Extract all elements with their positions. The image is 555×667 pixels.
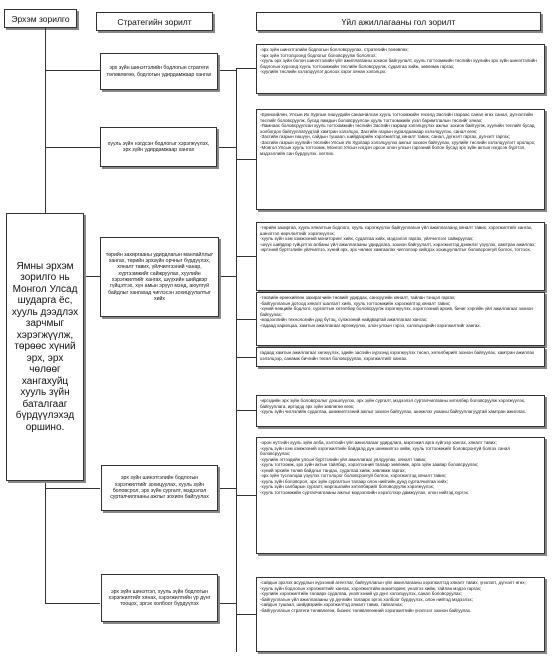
activity-text: -орон нутгийн хууль зүйн алба, хэлтсийн үйл ажиллагааг удирдлага, мэргэжил арга зүйгээр хангах, хяналт тавих; -хууль зүйн хэм хэмжээний хэрэгжилтийн байдалд дүн шинжилгээ хийж, хууль тогтоомжийг боловсронгуй болгох санал боловсруулах; -хуулийн этгээдийн улсын бүртгэлийн үйл ажиллагааг уялдуулах, хяналт тавих; -хууль тогтоомж, эрх зүйн актын тайлбар, хэрэглээний талаар зөвлөмж, арга зүйн заавар боловсруулах; -хүний эрхийн төлөв байдлыг тандах, судалгаа хийж, зөвлөмж гаргах; -эрх зүйн туслалцаа үзүүлэх тогтолцоог боловсронгуй болгох, хэрэгжилтэд хяналт тавих; -хууль зүйн боловсрол, эрх зүйн сургалтын талаар олон нийтийн дунд сурталчилгаа хийх; -хууль зүйн салбарын сургалт, мэргэшлийн хөтөлбөрийг боловсруулж хэрэгжүүлэх; -хууль тогтоомжийн сурталчилгааны ажлыг мэдээллийн хэрэгслээр дамжуулах, олон нийтэд хүргэх. bbox=[260, 440, 510, 495]
activity-box bbox=[256, 44, 545, 94]
connector-horizontal bbox=[45, 488, 100, 489]
connector-horizontal bbox=[45, 603, 100, 604]
connector-horizontal bbox=[236, 357, 256, 358]
activity-box bbox=[256, 437, 545, 554]
strategy-text: төрийн захиргааны удирдлагын манлайллыг хангах, төрийн эрхзүйн орчныг бүрдүүлэх, хяналт тавих, үйлчилгээний чанар, хүртээмжийг сайжруулах, хуулийн хэрэгжилтийг хангах, шүүхийн шийдвэр гүйцэтгэх, хүн амын эрүүл мэнд, аюулгүй байдлыг хангахад чиглэсэн зохицуулалтыг хийх bbox=[105, 251, 214, 302]
header-strategy: Стратегийн зорилт bbox=[96, 12, 213, 31]
activity-box bbox=[256, 222, 545, 291]
header-mission: Эрхэм зорилго bbox=[4, 9, 77, 28]
activity-text: -эрх зүйн шинэтгэлийн бодлогын болловсруулах, стратегийн төлөвлөх; -эрх зүйн тогтолцоонд бодлогыг боловсруулж бололгох; -хууль эрх зүйн болон шинэтгэлийн үйл ажиллагааны зохион байгуулалт, хууль тогтоомжийн төслийн хуулийн эрх зүйн шинэтгэлийн бодлогын хүрээнд хууль тогтоомжийн төслийн боловсруулж, судалгаа хийж, зөвлөмж гаргах; -хуулийн төслийн хэлэлцүүлэг долоох хэрэг хянан хэлэлцэх. bbox=[260, 47, 537, 75]
activity-text: -сайдын эрхлэх асуудлын хүрээний агентлаг, байгууллагын үйл ажиллагааны хэрэгжилтэд хяналт тавих, үнэлэлт, дүгнэлт өгөх; -хууль зүйн бодлогын хэрэгжилтийг хангах, хэрэгжилтийн мониторинг, үнэлгээ хийж, тайлан мэдээ гаргах; -хуулийн хэрэгжилтийн талаарх судалгаа, үнэлгээний үр дүнг хэлэлцүүлэх, санал боловсруулах; -байгууллагын үйл ажиллагааны үр дүнгийн талаарх эргэх холбоог бүрдүүлэх, олон нийтэд мэдээлэх; -сайдын тушаал, шийдвэрийн хэрэгжилтэд хяналт тавих, тайлагнах; -байгууллагын стратеги төлөвлөгөө, бизнес төлөвлөгөөний хэрэгжилтийн үнэлгээг зохион байгуулах. bbox=[260, 580, 526, 613]
mission-text: Ямны эрхэм зорилго нь Монгол Улсад шударга ёс, хууль дээдлэх зарчмыг хэрэгжүүлж, төрөөс хүний эрх, эрх чөлөөг хангахуйц хууль зүйн баталгааг бүрдүүлэхэд оршино. bbox=[11, 260, 79, 433]
strategy-box-1 bbox=[100, 53, 218, 90]
connector-horizontal bbox=[236, 68, 256, 69]
strategy-box-2 bbox=[100, 127, 217, 167]
connector-horizontal bbox=[236, 410, 256, 411]
strategy-text: хууль зүйн нэгдсэн бодлогыг хэрэгжүүлэх, эрх зүйн удирдамжаар хангах bbox=[107, 140, 210, 153]
mission-box bbox=[6, 213, 84, 481]
connector-horizontal bbox=[217, 147, 236, 148]
activity-box bbox=[256, 577, 545, 652]
strategy-box-5 bbox=[101, 574, 218, 622]
connector-horizontal bbox=[236, 319, 256, 320]
activity-box bbox=[256, 292, 545, 346]
strategy-text: эрх зүйн шинэтгэлийн бодлогын хэрэгжилтийг зохицуулах, хууль зүйн боловсрол, эрх зүйн сургалт, мэдээлэл сурталчилгааны ажлыг зохион байгуулах bbox=[110, 475, 209, 501]
connector-vertical bbox=[236, 68, 237, 652]
connector-horizontal bbox=[45, 147, 100, 148]
strategy-box-4 bbox=[101, 465, 218, 511]
activity-text: -иргэдийн эрх зүйн боловсролыг дээшлүүлэх, эрх зүйн сургалт, мэдээлэл сурталчилгааны хөтөлбөр боловсруулж хэрэгжүүлэх, байгууллага, иргэдэд эрх зүйн зөвлөгөө өгөх; -хууль зүйн чиглэлийн судалгаа, шинжилгээний ажлыг зохион байгуулах, шинжлэх ухааны байгууллагуудтай хамтран ажиллах. bbox=[260, 398, 527, 415]
activity-text: -Ерөнхийлөн, Улсын Их Хурлын гишүүдийн санаачилсан хууль тогтоомжийн төсөлд Засгийн газраас санал өгөх санал, дүгнэлтийн төслийг боловсруулж, бусад яамдын боловсруулсан хууль тогтоомжийн үзэл баримтлалын төслийг хянах; -Яамнаас боловсруулсан хууль тогтоомжийн төслийн Засгийн газраар хэлэлцүүлэх ажлыг зохион байгуулж, хуулийн төслийг бусад холбогдох байгууллагуудтай хамтран хэлэлцэх, Засгийн газрын хуралдаанаар хэлэлцүүлэх, санал өгөх; -Засгийн газрын гишүүн, сайдын тушаал, шийдвэрийн хэрэгжилтэд хяналт тавих, санал, дүгнэлт гаргах, дүгнэлт гаргах; -Засгийн газрын хуулийн төслийн Улсын Их Хурлаар хэлэлцүүлэх ажлыг зохион байгуулах, хуулийн төслийн хэлэлцүүлэгт оролцох; -Монгол Улсын хууль тогтоомж, Монгол Улсын нэгдэн орсон олон улсын гэрээний болон бусад эрх зүйн актын нэгдсэн бүртгэл, мэдээллийн сан бүрдүүлэх, хөтлөх. bbox=[260, 112, 536, 156]
connector-horizontal bbox=[236, 495, 256, 496]
strategy-text: эрх зүйн шинэтгэл, хууль зүйн бодлогын хэрэгжилтийг хянах, хэрэгжилтийн үр дүнг тооцох, эргэх холбоог бүрдүүлэх bbox=[108, 588, 211, 608]
connector-horizontal bbox=[236, 614, 256, 615]
activity-text: -төсвийн ерөнхийлөн захирагчийн төсвийг удирдах, санхүүгийн хяналт, тайлан тэнцэл гаргах; -байгууллагын дотоод хяналт шалгалт хийх, хууль тогтоомжийн хэрэгжилтэд хяналт тавих; -хүний нөөцийн бодлого, сургалтын хөтөлбөр боловсруулж хэрэгжүүлэх, хэрэглээний архив, бичиг хэргийн үйл ажиллагааг зохион байгуулах; -мэдээллийн технологийн дэд бүтэц, сүлжээний найдвартай ажиллагааг хангах; -гадаад харилцаа, хамтын ажиллагааг өргөжүүлэх, олон улсын гэрээ, хэлэлцээрийн хэрэгжилтийг хангах. bbox=[260, 295, 533, 328]
connector-horizontal bbox=[218, 603, 236, 604]
connector-horizontal bbox=[218, 70, 236, 71]
header-main-activity: Үйл ажиллагааны гол зорилт bbox=[256, 12, 541, 31]
activity-box bbox=[256, 109, 545, 210]
connector-horizontal bbox=[45, 70, 100, 71]
connector-horizontal bbox=[236, 256, 256, 257]
connector-horizontal bbox=[219, 276, 236, 277]
activity-text: -төрийн захиргаа, хууль хяналтын бодлого, хууль хэрэгжүүлэх байгууллагын үйл ажиллагаанд хяналт тавих, хэрэгжилтийг хангах, шинэтгэл өөрчлөлтийг хэрэгжүүлэх; -хууль зүйн хэм хэмжээний мониторинг хийх, судалгаа хийх, мэдээлэл гаргах, үйлчилгээг сайжруулах; -шүүх шийдвэр гүйцэтгэх албаны үйл ажиллагааны удирдлага, зохион байгуулалт, хэрэгжилтэд дэмжлэг үзүүлэх, хамтран ажиллах; -иргэний бүртгэлийн үйлчилгээ, хүний эрх, эрх чөлөөг хамгаалах чиглэлээр хийгдэх зохицуулалтыг боловсронгуй болгох, тогтоох. bbox=[260, 225, 536, 253]
strategy-box-3 bbox=[100, 237, 219, 317]
activity-box bbox=[256, 395, 545, 427]
connector-horizontal bbox=[218, 488, 236, 489]
activity-box bbox=[256, 347, 545, 367]
connector-vertical bbox=[45, 28, 46, 213]
connector-horizontal bbox=[236, 159, 256, 160]
connector-vertical bbox=[45, 481, 46, 603]
activity-text: гадаад хамтын ажиллагааг хөгжүүлэх, эдийн засгийн хүрээнд хэрэгжүүлэх төсөл, хөтөлбөрийг зохион байгуулах, хамтран ажиллах хэлэлцээр, санамж бичгийн төсөл боловсруулах, хэрэгжилтийг хангах. bbox=[260, 350, 535, 361]
strategy-text: эрх зүйн шинэтгэлийн бодлогын стратеги төлөвлөгөө, бодлогын удирдамжаар хангах bbox=[106, 65, 212, 78]
